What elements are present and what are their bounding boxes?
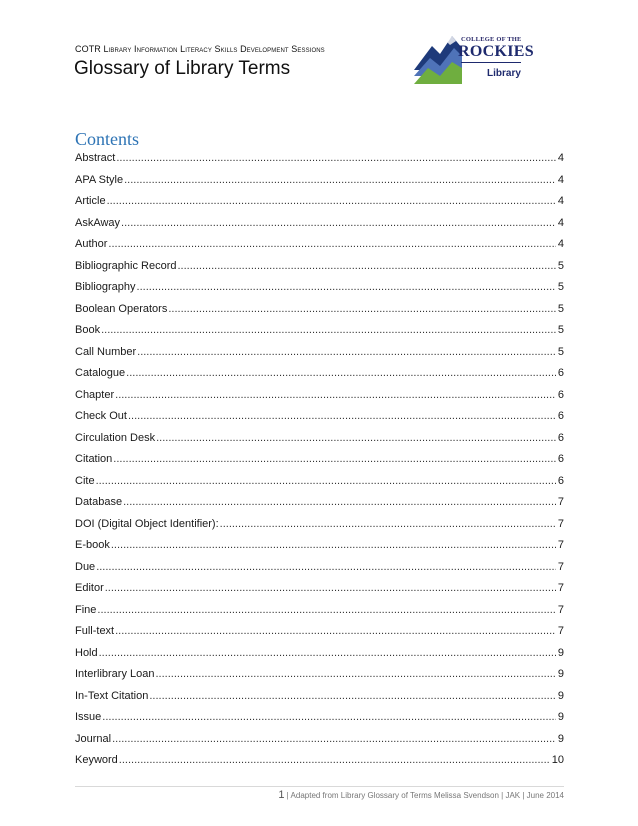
- toc-entry-page: 5: [557, 302, 564, 315]
- toc-dot-leader: [115, 385, 556, 407]
- toc-dot-leader: [101, 320, 556, 342]
- toc-entry-label: Bibliographic Record: [75, 259, 177, 272]
- toc-entry[interactable]: [75, 385, 564, 407]
- toc-dot-leader: [126, 363, 556, 385]
- toc-entry-page: 6: [557, 367, 564, 379]
- toc-entry-label: APA Style: [75, 173, 124, 186]
- toc-entry-page: 9: [557, 732, 564, 745]
- toc-entry[interactable]: [75, 514, 564, 536]
- toc-dot-leader: [128, 406, 556, 428]
- toc-dot-leader: [99, 643, 556, 665]
- toc-entry-page: 9: [557, 689, 564, 702]
- toc-dot-leader: [137, 277, 556, 299]
- toc-entry[interactable]: [75, 299, 564, 321]
- toc-entry[interactable]: [75, 428, 564, 450]
- toc-dot-leader: [137, 342, 556, 364]
- toc-entry[interactable]: [75, 256, 564, 278]
- toc-dot-leader: [116, 148, 556, 170]
- toc-dot-leader: [96, 471, 556, 493]
- toc-entry-page: 7: [557, 603, 564, 616]
- page-footer: [278, 789, 564, 801]
- toc-entry-page: 9: [557, 711, 564, 723]
- toc-entry[interactable]: [75, 707, 564, 729]
- toc-dot-leader: [113, 449, 556, 471]
- toc-entry[interactable]: [75, 664, 564, 686]
- toc-entry-page: 5: [557, 281, 564, 293]
- toc-entry-label: Catalogue: [75, 367, 126, 379]
- toc-entry[interactable]: [75, 170, 564, 192]
- toc-entry-label: Abstract: [75, 152, 116, 164]
- toc-dot-leader: [115, 621, 556, 643]
- toc-dot-leader: [119, 750, 550, 772]
- logo-rockies-text: ROCKIES: [458, 43, 534, 60]
- toc-dot-leader: [123, 492, 556, 514]
- toc-entry-label: Keyword: [75, 754, 118, 766]
- toc-entry-page: 7: [557, 582, 564, 594]
- toc-dot-leader: [121, 213, 556, 235]
- toc-entry[interactable]: [75, 277, 564, 299]
- toc-entry-label: Editor: [75, 582, 104, 594]
- footer-divider: [75, 786, 564, 787]
- toc-entry-page: 9: [557, 668, 564, 680]
- toc-entry-page: 4: [557, 195, 564, 207]
- toc-dot-leader: [97, 600, 555, 622]
- toc-entry[interactable]: [75, 492, 564, 514]
- toc-dot-leader: [156, 428, 556, 450]
- toc-entry[interactable]: [75, 535, 564, 557]
- toc-entry-page: 6: [557, 388, 564, 401]
- toc-dot-leader: [108, 234, 555, 256]
- logo-college-text: COLLEGE OF THE: [461, 36, 522, 43]
- toc-entry-page: 7: [557, 625, 564, 637]
- toc-entry-label: Journal: [75, 732, 112, 745]
- toc-dot-leader: [220, 514, 556, 536]
- toc-dot-leader: [149, 686, 556, 708]
- toc-entry-page: 7: [557, 560, 564, 573]
- toc-dot-leader: [105, 578, 556, 600]
- toc-entry[interactable]: [75, 234, 564, 256]
- toc-entry-label: In-Text Citation: [75, 689, 149, 702]
- toc-entry[interactable]: [75, 191, 564, 213]
- toc-entry-label: AskAway: [75, 216, 121, 229]
- toc-entry-page: 5: [557, 345, 564, 358]
- toc-entry-page: 6: [557, 453, 564, 465]
- toc-entry-page: 6: [557, 474, 564, 487]
- toc-entry[interactable]: [75, 557, 564, 579]
- toc-entry[interactable]: [75, 449, 564, 471]
- toc-entry-page: 5: [557, 259, 564, 272]
- toc-entry-label: Boolean Operators: [75, 302, 168, 315]
- toc-entry-page: 6: [557, 431, 564, 444]
- toc-entry-label: Hold: [75, 646, 98, 659]
- toc-entry[interactable]: [75, 578, 564, 600]
- toc-entry-label: Issue: [75, 711, 102, 723]
- toc-entry[interactable]: [75, 148, 564, 170]
- toc-dot-leader: [96, 557, 556, 579]
- toc-dot-leader: [168, 299, 556, 321]
- toc-entry-page: 4: [557, 152, 564, 164]
- toc-entry[interactable]: [75, 643, 564, 665]
- logo-library-text: Library: [487, 68, 521, 79]
- toc-entry-label: Full-text: [75, 625, 115, 637]
- toc-entry-page: 6: [557, 410, 564, 422]
- toc-entry[interactable]: [75, 686, 564, 708]
- toc-entry-page: 7: [557, 496, 564, 508]
- toc-entry-label: Fine: [75, 603, 97, 616]
- toc-entry[interactable]: [75, 600, 564, 622]
- toc-dot-leader: [178, 256, 556, 278]
- toc-entry-label: Database: [75, 496, 123, 508]
- toc-dot-leader: [124, 170, 556, 192]
- toc-entry-label: Check Out: [75, 410, 127, 422]
- toc-entry-label: Call Number: [75, 345, 137, 358]
- toc-dot-leader: [112, 729, 556, 751]
- toc-entry-label: Citation: [75, 453, 113, 465]
- toc-entry-label: Article: [75, 195, 106, 207]
- toc-entry-label: Circulation Desk: [75, 431, 156, 444]
- toc-entry-label: Due: [75, 560, 96, 573]
- toc-entry[interactable]: [75, 621, 564, 643]
- toc-entry-label: DOI (Digital Object Identifier):: [75, 517, 219, 530]
- toc-entry-label: Bibliography: [75, 281, 136, 293]
- page-title: Glossary of Library Terms: [74, 58, 291, 79]
- toc-entry-label: Chapter: [75, 388, 115, 401]
- toc-entry-label: Interlibrary Loan: [75, 668, 155, 680]
- toc-entry[interactable]: [75, 406, 564, 428]
- toc-entry[interactable]: [75, 729, 564, 751]
- toc-entry-page: 5: [557, 324, 564, 336]
- toc-entry-page: 4: [557, 173, 564, 186]
- toc-dot-leader: [107, 191, 556, 213]
- toc-dot-leader: [102, 707, 556, 729]
- toc-entry-page: 4: [557, 238, 564, 250]
- toc-entry-page: 7: [557, 517, 564, 530]
- toc-entry-label: Book: [75, 324, 101, 336]
- toc-entry[interactable]: [75, 363, 564, 385]
- toc-entry-label: Author: [75, 238, 108, 250]
- toc-entry-page: 4: [557, 216, 564, 229]
- series-title: COTR Library Information Literacy Skills Development Sessions: [75, 44, 325, 54]
- toc-dot-leader: [156, 664, 556, 686]
- footer-page-number: 1: [278, 789, 285, 801]
- table-of-contents: [75, 148, 564, 772]
- toc-entry[interactable]: [75, 342, 564, 364]
- toc-entry-page: 9: [557, 646, 564, 659]
- toc-dot-leader: [111, 535, 556, 557]
- toc-entry-page: 7: [557, 539, 564, 551]
- toc-entry-label: Cite: [75, 474, 95, 487]
- toc-entry-page: 10: [551, 754, 564, 766]
- toc-entry-label: E-book: [75, 539, 110, 551]
- contents-heading: Contents: [75, 129, 140, 149]
- toc-entry[interactable]: [75, 750, 564, 772]
- toc-entry[interactable]: [75, 213, 564, 235]
- logo-divider: [461, 62, 521, 63]
- toc-entry[interactable]: [75, 471, 564, 493]
- toc-entry[interactable]: [75, 320, 564, 342]
- footer-text: | Adapted from Library Glossary of Terms Melissa Svendson | JAK | June 2014: [286, 791, 564, 800]
